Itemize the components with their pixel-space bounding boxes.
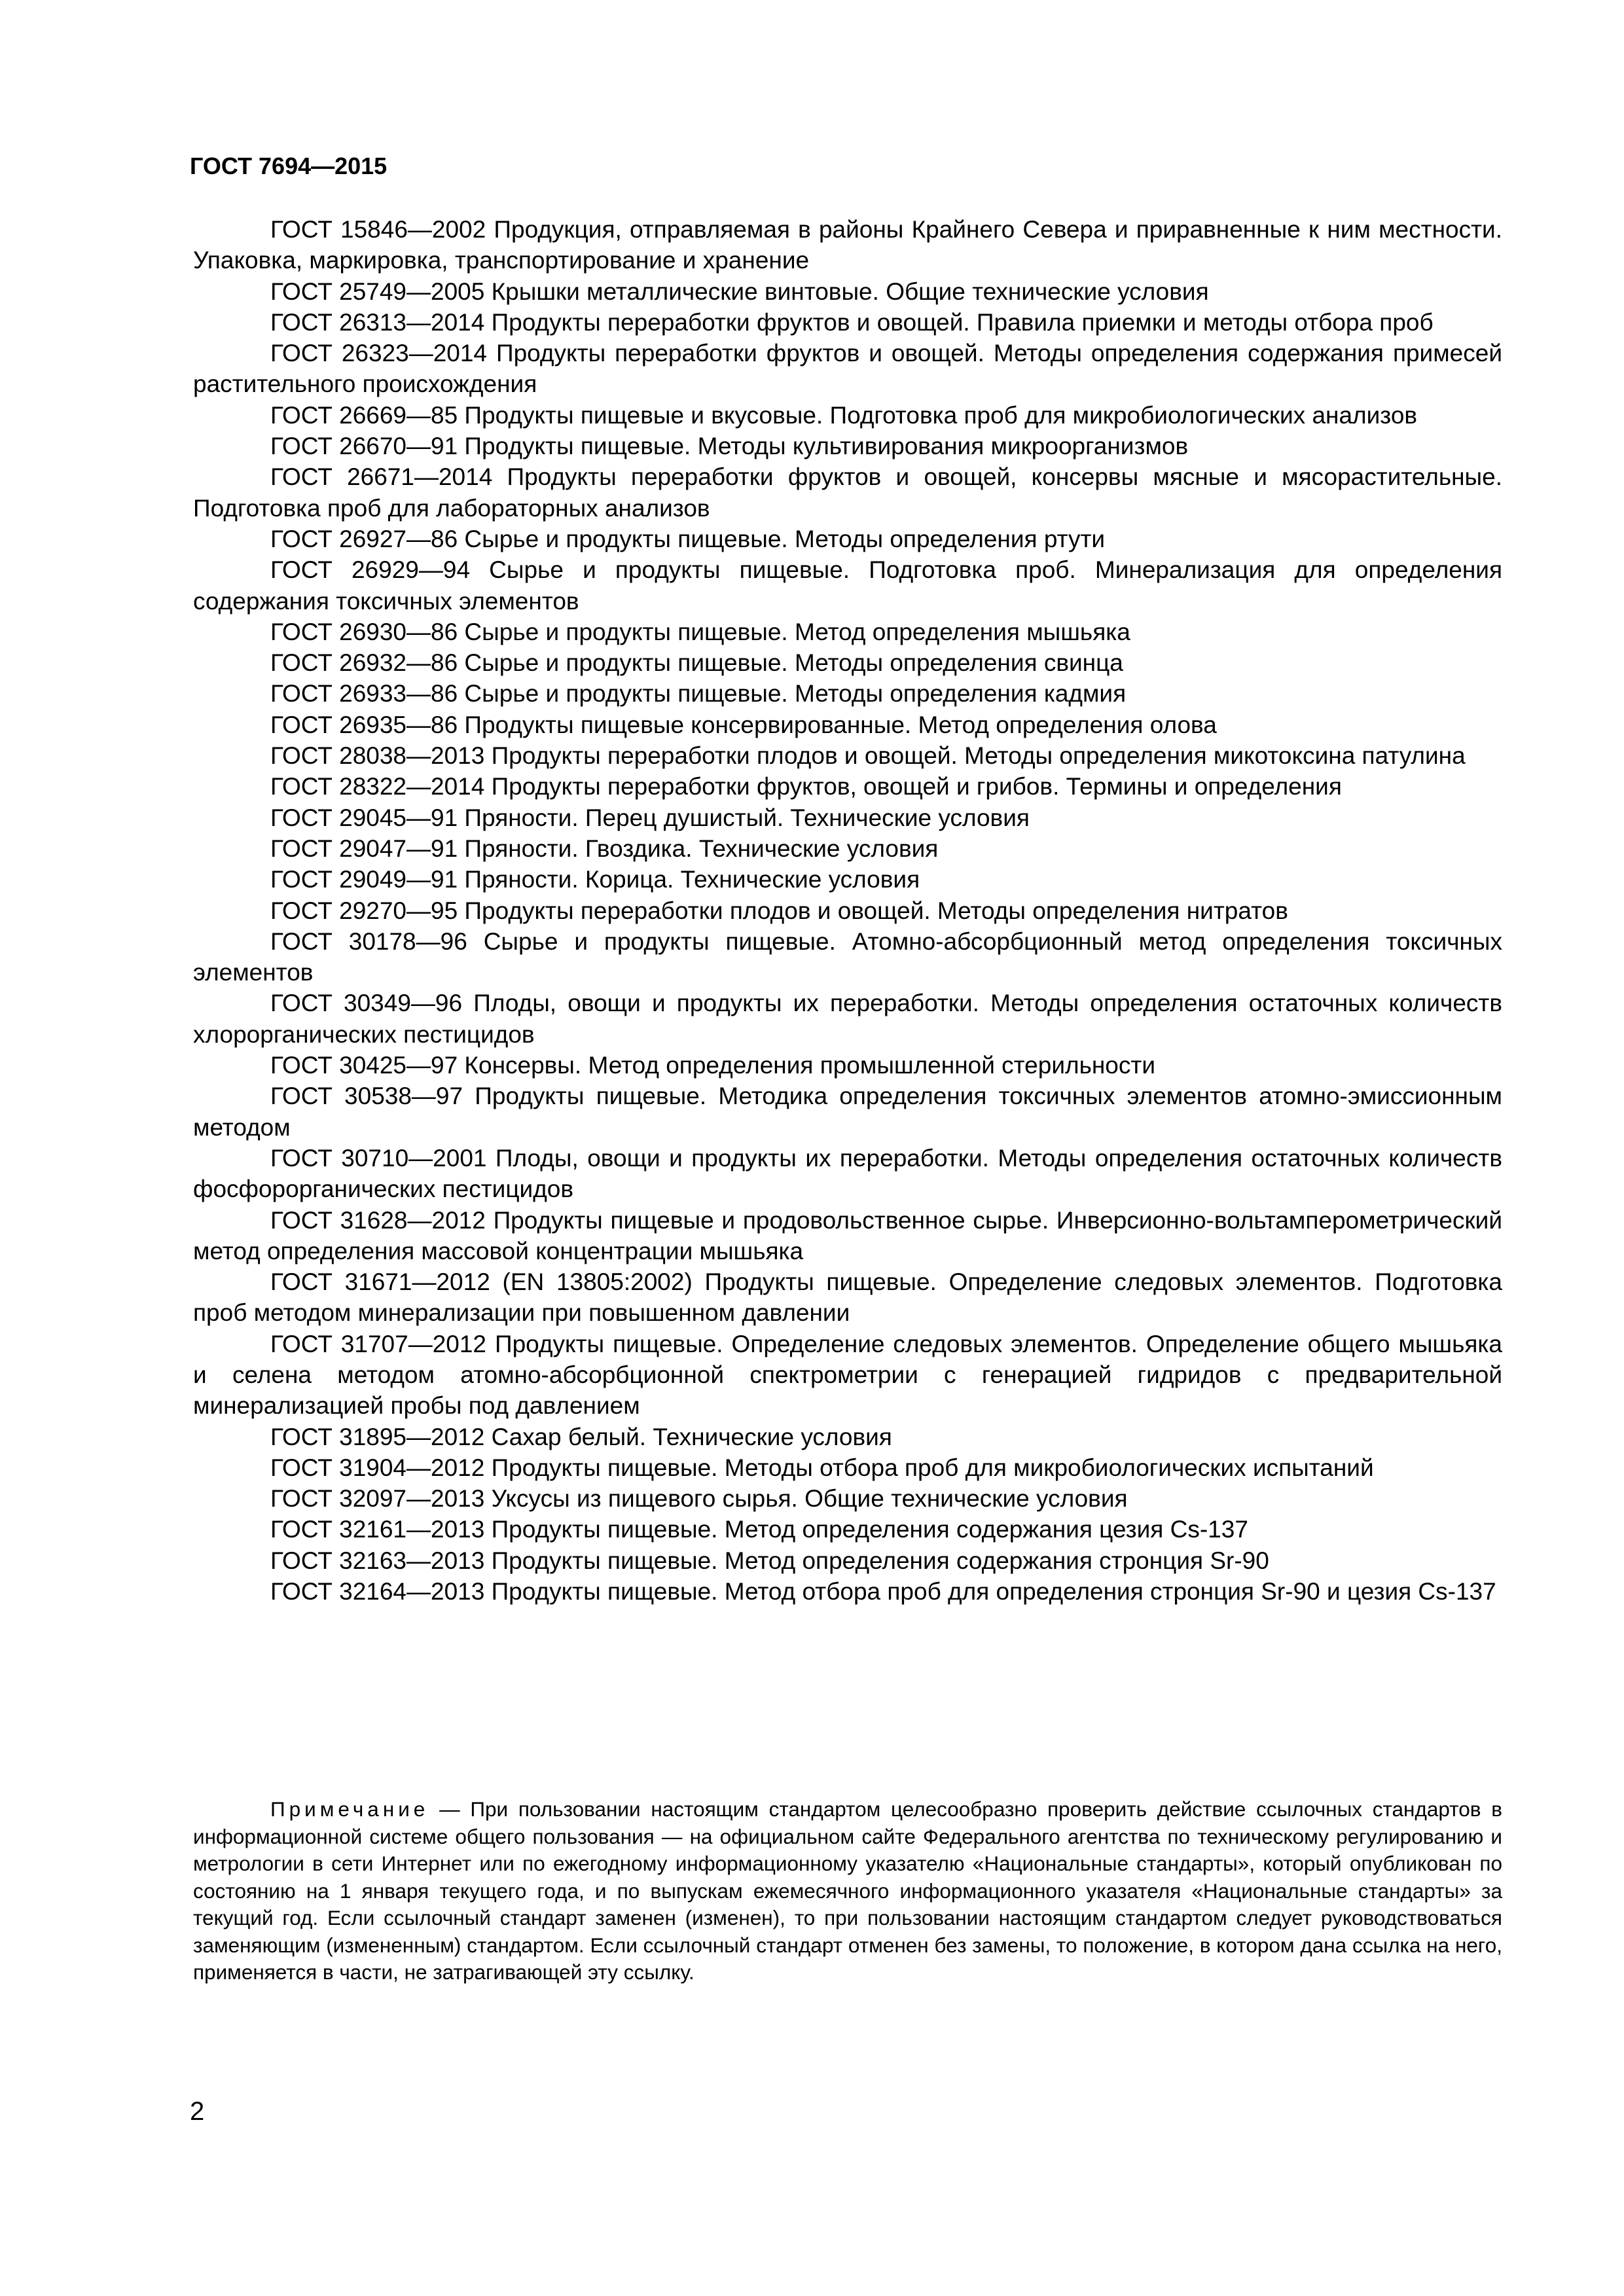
reference-item: ГОСТ 28322—2014 Продукты переработки фруктов, овощей и грибов. Термины и определения: [270, 773, 1342, 800]
reference-item: ГОСТ 26671—2014 Продукты переработки фруктов и овощей, консервы мясные и мясорастительные. Подготовка проб для лабораторных анализов: [193, 463, 1502, 522]
reference-item: ГОСТ 26927—86 Сырье и продукты пищевые. Методы определения ртути: [270, 525, 1106, 552]
note-paragraph: [193, 1796, 1502, 1986]
reference-item: ГОСТ 31904—2012 Продукты пищевые. Методы отбора проб для микробиологических испытаний: [270, 1454, 1374, 1481]
reference-item: ГОСТ 30425—97 Консервы. Метод определения промышленной стерильности: [270, 1052, 1155, 1079]
reference-item: ГОСТ 32164—2013 Продукты пищевые. Метод отбора проб для определения стронция Sr-90 и цезия Cs-137: [270, 1578, 1496, 1605]
reference-item: ГОСТ 15846—2002 Продукция, отправляемая в районы Крайнего Севера и приравненные к ним местности. Упаковка, маркировка, транспортирование и хранение: [193, 216, 1502, 274]
reference-item: ГОСТ 31671—2012 (EN 13805:2002) Продукты пищевые. Определение следовых элементов. Подготовка проб методом минерализации при повышенном давлении: [193, 1268, 1502, 1327]
page-number: 2: [190, 2097, 205, 2126]
reference-item: ГОСТ 32163—2013 Продукты пищевые. Метод определения содержания стронция Sr-90: [270, 1547, 1269, 1574]
reference-item: ГОСТ 26933—86 Сырье и продукты пищевые. Методы определения кадмия: [270, 680, 1127, 708]
reference-item: ГОСТ 30538—97 Продукты пищевые. Методика определения токсичных элементов атомно-эмиссионным методом: [193, 1083, 1502, 1141]
reference-item: ГОСТ 32097—2013 Уксусы из пищевого сырья. Общие технические условия: [270, 1485, 1128, 1513]
reference-item: ГОСТ 30349—96 Плоды, овощи и продукты их переработки. Методы определения остаточных количеств хлорорганических пестицидов: [193, 990, 1502, 1048]
reference-item: ГОСТ 26929—94 Сырье и продукты пищевые. Подготовка проб. Минерализация для определения содержания токсичных элементов: [193, 556, 1502, 615]
reference-item: ГОСТ 26670—91 Продукты пищевые. Методы культивирования микроорганизмов: [270, 433, 1189, 460]
normative-references-list: [193, 214, 1502, 1607]
reference-item: ГОСТ 32161—2013 Продукты пищевые. Метод определения содержания цезия Cs-137: [270, 1516, 1248, 1543]
reference-item: ГОСТ 31628—2012 Продукты пищевые и продовольственное сырье. Инверсионно-вольтамперометрический метод определения массовой концентрации мышьяка: [193, 1206, 1502, 1265]
reference-item: ГОСТ 26935—86 Продукты пищевые консервированные. Метод определения олова: [270, 711, 1217, 738]
document-header: ГОСТ 7694—2015: [190, 152, 388, 179]
reference-item: ГОСТ 26930—86 Сырье и продукты пищевые. Метод определения мышьяка: [270, 618, 1130, 645]
note-label: Примечание: [270, 1797, 429, 1821]
reference-item: ГОСТ 29045—91 Пряности. Перец душистый. Технические условия: [270, 804, 1030, 831]
reference-item: ГОСТ 31707—2012 Продукты пищевые. Определение следовых элементов. Определение общего мышьяка и селена методом атомно-абсорбционной спектрометрии с генерацией гидридов с предварительной минерализацией пробы под давлением: [193, 1330, 1502, 1420]
reference-item: ГОСТ 25749—2005 Крышки металлические винтовые. Общие технические условия: [270, 278, 1209, 305]
reference-item: ГОСТ 26323—2014 Продукты переработки фруктов и овощей. Методы определения содержания примесей растительного происхождения: [193, 340, 1502, 398]
reference-item: ГОСТ 30710—2001 Плоды, овощи и продукты их переработки. Методы определения остаточных количеств фосфорорганических пестицидов: [193, 1144, 1502, 1203]
reference-item: ГОСТ 29047—91 Пряности. Гвоздика. Технические условия: [270, 834, 939, 862]
reference-item: ГОСТ 31895—2012 Сахар белый. Технические условия: [270, 1423, 892, 1450]
reference-item: ГОСТ 28038—2013 Продукты переработки плодов и овощей. Методы определения микотоксина патулина: [270, 742, 1466, 770]
reference-item: ГОСТ 29270—95 Продукты переработки плодов и овощей. Методы определения нитратов: [270, 897, 1288, 924]
reference-item: ГОСТ 26313—2014 Продукты переработки фруктов и овощей. Правила приемки и методы отбора проб: [270, 308, 1434, 336]
reference-item: ГОСТ 26932—86 Сырье и продукты пищевые. Методы определения свинца: [270, 649, 1123, 677]
reference-item: ГОСТ 26669—85 Продукты пищевые и вкусовые. Подготовка проб для микробиологических анализов: [270, 401, 1418, 429]
reference-item: ГОСТ 30178—96 Сырье и продукты пищевые. Атомно-абсорбционный метод определения токсичных элементов: [193, 927, 1502, 986]
note-text: — При пользовании настоящим стандартом целесообразно проверить действие ссылочных стандартов в информационной системе общего пользования — на официальном сайте Федерального агентства по техническому регулированию и метрологии в сети Интернет или по ежегодному информационному указателю «Национальные стандарты», который опубликован по состоянию на 1 января текущего года, и по выпускам ежемесячного информационного указателя «Национальные стандарты» за текущий год. Если ссылочный стандарт заменен (изменен), то при пользовании настоящим стандартом следует руководствоваться заменяющим (измененным) стандартом. Если ссылочный стандарт отменен без замены, то положение, в котором дана ссылка на него, применяется в части, не затрагивающей эту ссылку.: [193, 1797, 1502, 1984]
reference-item: ГОСТ 29049—91 Пряности. Корица. Технические условия: [270, 866, 920, 893]
